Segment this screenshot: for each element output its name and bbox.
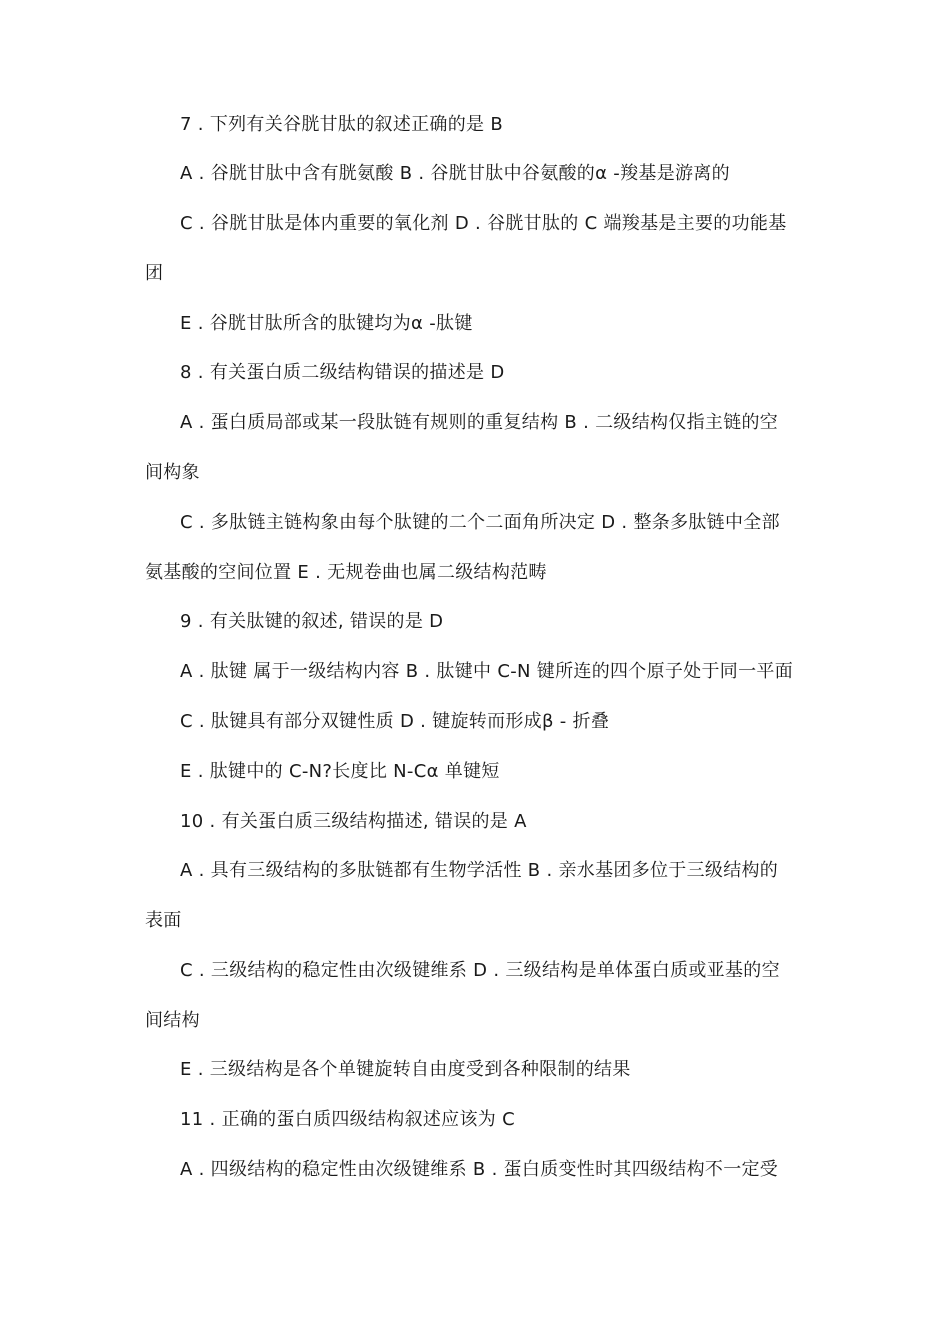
question-10-options-ab-wrap: 表面 xyxy=(145,910,182,931)
question-10-stem: 10 . 有关蛋白质三级结构描述, 错误的是 A xyxy=(180,811,527,832)
question-7-options-cd: C . 谷胱甘肽是体内重要的氧化剂 D . 谷胱甘肽的 C 端羧基是主要的功能基 xyxy=(180,213,787,234)
question-10-options-cd: C . 三级结构的稳定性由次级键维系 D . 三级结构是单体蛋白质或亚基的空 xyxy=(180,960,780,981)
question-9-stem: 9 . 有关肽键的叙述, 错误的是 D xyxy=(180,611,444,632)
question-10-option-e: E . 三级结构是各个单键旋转自由度受到各种限制的结果 xyxy=(180,1059,631,1080)
question-8-stem: 8 . 有关蛋白质二级结构错误的描述是 D xyxy=(180,362,505,383)
question-7-stem: 7 . 下列有关谷胱甘肽的叙述正确的是 B xyxy=(180,114,503,135)
question-8-options-cd: C . 多肽链主链构象由每个肽键的二个二面角所决定 D . 整条多肽链中全部 xyxy=(180,512,780,533)
question-8-options-ab: A . 蛋白质局部或某一段肽链有规则的重复结构 B . 二级结构仅指主链的空 xyxy=(180,412,779,433)
question-7-options-cd-wrap: 团 xyxy=(145,263,164,284)
question-7-options-ab: A . 谷胱甘肽中含有胱氨酸 B . 谷胱甘肽中谷氨酸的α -羧基是游离的 xyxy=(180,163,730,184)
question-9-option-e: E . 肽键中的 C-N?长度比 N-Cα 单键短 xyxy=(180,761,500,782)
question-9-options-cd: C . 肽键具有部分双键性质 D . 键旋转而形成β - 折叠 xyxy=(180,711,610,732)
question-9-options-ab: A . 肽键 属于一级结构内容 B . 肽键中 C-N 键所连的四个原子处于同一平面 xyxy=(180,661,794,682)
question-10-options-cd-wrap: 间结构 xyxy=(145,1010,200,1031)
question-8-options-ab-wrap: 间构象 xyxy=(145,462,200,483)
question-7-option-e: E . 谷胱甘肽所含的肽键均为α -肽键 xyxy=(180,313,473,334)
question-11-options-ab: A . 四级结构的稳定性由次级键维系 B . 蛋白质变性时其四级结构不一定受 xyxy=(180,1159,779,1180)
question-11-stem: 11 . 正确的蛋白质四级结构叙述应该为 C xyxy=(180,1109,515,1130)
question-10-options-ab: A . 具有三级结构的多肽链都有生物学活性 B . 亲水基团多位于三级结构的 xyxy=(180,860,779,881)
question-8-options-de-wrap: 氨基酸的空间位置 E . 无规卷曲也属二级结构范畴 xyxy=(145,562,547,583)
